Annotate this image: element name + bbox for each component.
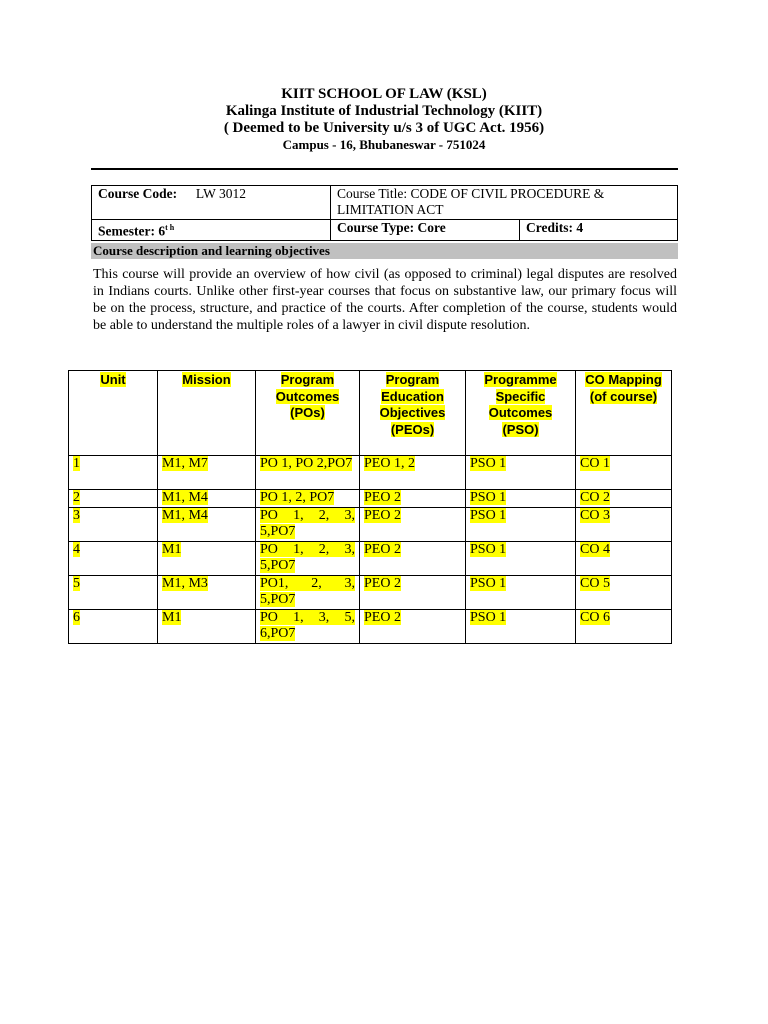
header-divider [91, 168, 678, 170]
course-title-cell [331, 186, 678, 220]
table-row [69, 575, 672, 609]
table-cell: PSO 1 [466, 575, 576, 609]
semester-label: Semester: [98, 223, 155, 239]
table-cell: M1, M7 [158, 456, 256, 490]
table-cell: PO 1, 2, 3, 5,PO7 [256, 541, 360, 575]
table-cell: M1 [158, 541, 256, 575]
table-cell: PO1, 2, 3, 5,PO7 [256, 575, 360, 609]
section-heading: Course description and learning objectives [91, 243, 678, 259]
course-code-label: Course Code: [98, 186, 178, 201]
table-cell: M1, M3 [158, 575, 256, 609]
table-row [69, 490, 672, 508]
table-cell: PEO 1, 2 [360, 456, 466, 490]
table-cell: PEO 2 [360, 575, 466, 609]
column-header: Program Outcomes (POs) [256, 371, 360, 456]
table-cell: PEO 2 [360, 609, 466, 643]
table-cell: PO 1, 2, 3, 5,PO7 [256, 507, 360, 541]
table-cell: 4 [69, 541, 158, 575]
table-cell: PSO 1 [466, 507, 576, 541]
header-institute-name: Kalinga Institute of Industrial Technology (KIIT) [225, 103, 543, 119]
course-type: Course Type: Core [331, 220, 520, 241]
table-cell: M1, M4 [158, 490, 256, 508]
semester-suffix: t h [165, 223, 175, 232]
table-cell: CO 3 [576, 507, 672, 541]
column-header: Unit [69, 371, 158, 456]
table-row [69, 609, 672, 643]
table-row [69, 507, 672, 541]
table-cell: PO 1, 3, 5, 6,PO7 [256, 609, 360, 643]
table-cell: 1 [69, 456, 158, 490]
course-title-label: Course Title: [337, 186, 408, 201]
header-campus-address: Campus - 16, Bhubaneswar - 751024 [282, 137, 486, 152]
course-info-table [91, 185, 678, 241]
column-header: Programme Specific Outcomes (PSO) [466, 371, 576, 456]
table-cell: CO 4 [576, 541, 672, 575]
table-cell: CO 1 [576, 456, 672, 490]
table-cell: PSO 1 [466, 609, 576, 643]
column-header: Program Education Objectives (PEOs) [360, 371, 466, 456]
table-cell: 6 [69, 609, 158, 643]
table-cell: PEO 2 [360, 490, 466, 508]
table-cell: PSO 1 [466, 456, 576, 490]
course-title-value: CODE OF CIVIL PROCEDURE & LIMITATION ACT [337, 186, 605, 217]
table-cell: CO 2 [576, 490, 672, 508]
table-cell: PSO 1 [466, 490, 576, 508]
table-row [69, 541, 672, 575]
table-cell: M1 [158, 609, 256, 643]
table-cell: PO 1, PO 2,PO7 [256, 456, 360, 490]
column-header: Mission [158, 371, 256, 456]
table-cell: CO 5 [576, 575, 672, 609]
table-cell: PSO 1 [466, 541, 576, 575]
course-description: This course will provide an overview of how civil (as opposed to criminal) legal disputes are resolved in Indians courts. Unlike other first-year courses that focus on substantive law, our primary focus will be on the process, structure, and practice of the courts. After completion of the course, students would be able to understand the multiple roles of a lawyer in civil dispute resolution. [93, 267, 677, 333]
course-code-value: LW 3012 [195, 186, 246, 201]
course-code-cell [92, 186, 331, 220]
table-cell: 3 [69, 507, 158, 541]
column-header: CO Mapping (of course) [576, 371, 672, 456]
table-cell: M1, M4 [158, 507, 256, 541]
table-cell: 2 [69, 490, 158, 508]
header-university-status: ( Deemed to be University u/s 3 of UGC Act. 1956) [223, 120, 545, 136]
table-cell: 5 [69, 575, 158, 609]
table-cell: PEO 2 [360, 507, 466, 541]
header-school-name: KIIT SCHOOL OF LAW (KSL) [281, 86, 487, 102]
course-credits: Credits: 4 [520, 220, 678, 241]
table-row [69, 456, 672, 490]
semester-cell [92, 220, 331, 241]
table-cell: PO 1, 2, PO7 [256, 490, 360, 508]
semester-value: 6 [158, 223, 166, 239]
table-cell: CO 6 [576, 609, 672, 643]
table-cell: PEO 2 [360, 541, 466, 575]
outcome-mapping-table [68, 370, 672, 644]
